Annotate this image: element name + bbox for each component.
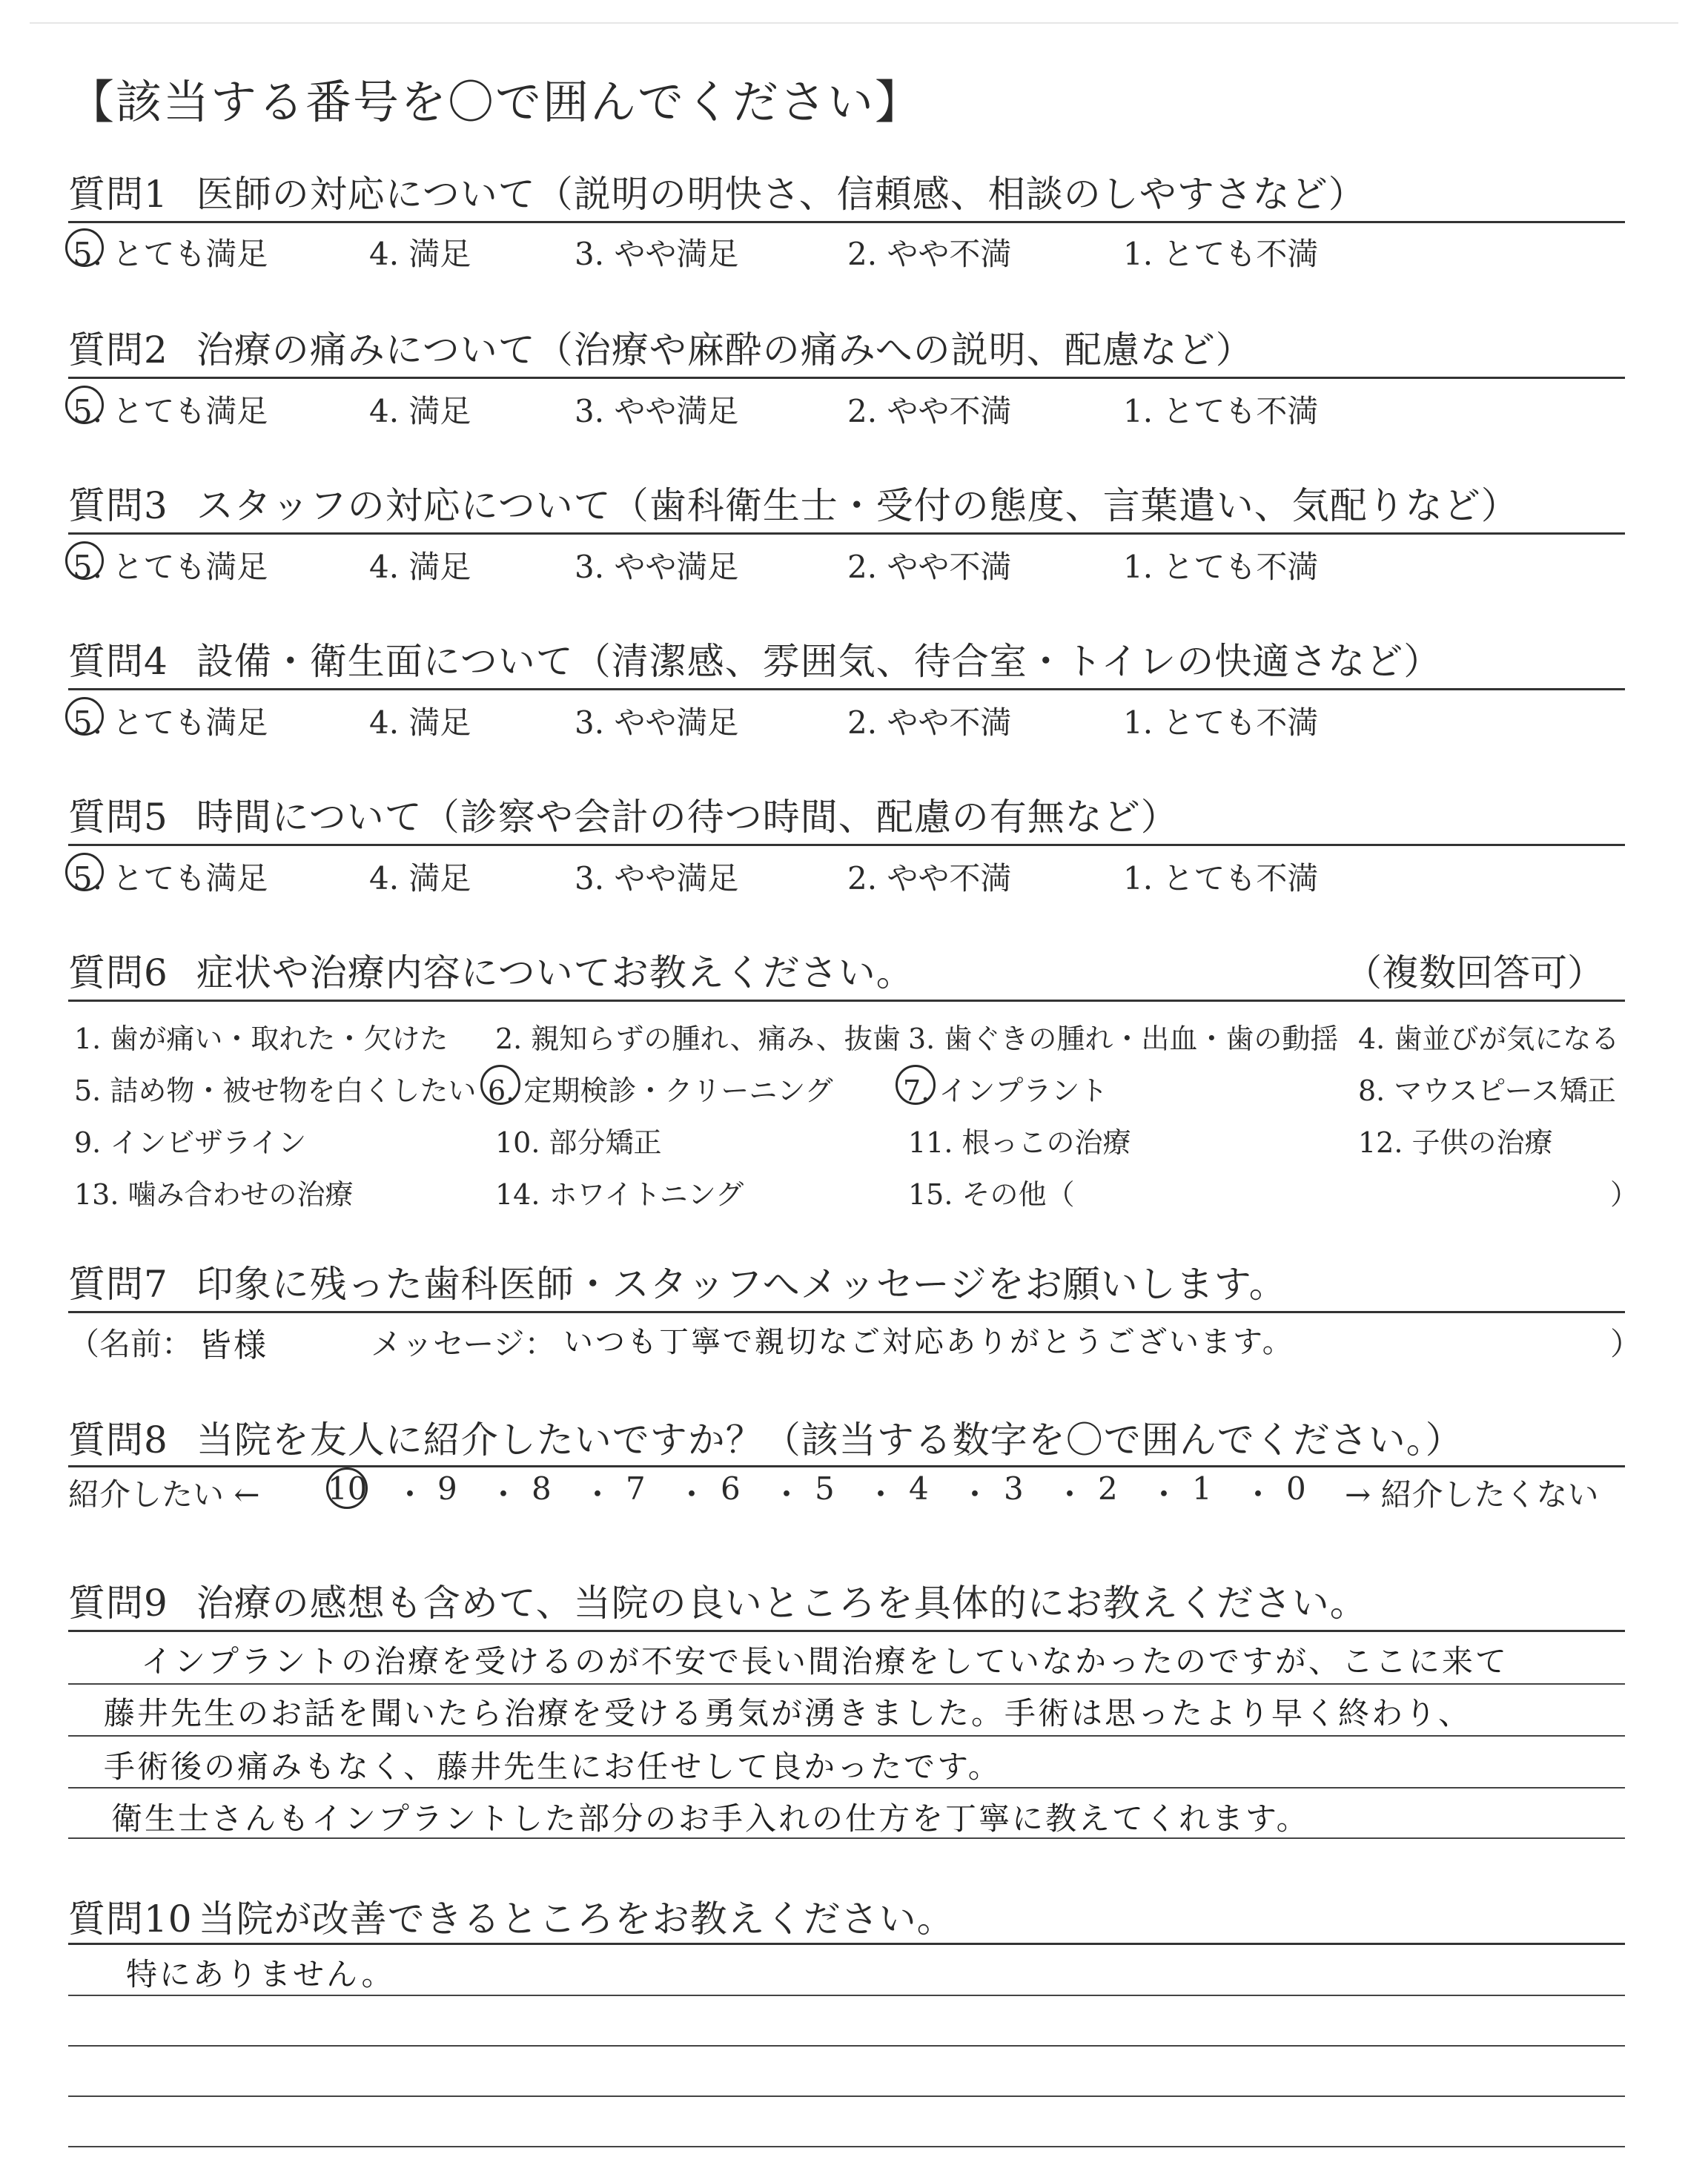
question-3-rule xyxy=(68,532,1625,535)
scale-left-label: 紹介したい ← xyxy=(68,1476,260,1513)
question-text: 治療の痛みについて（治療や麻酔の痛みへの説明、配慮など） xyxy=(196,328,1254,371)
scale-value-0[interactable]: 0 xyxy=(1286,1470,1306,1507)
q5-option-3[interactable]: 3. やや満足 xyxy=(575,860,739,896)
q6-choice-2[interactable]: 2. 親知らずの腫れ、痛み、抜歯 xyxy=(495,1023,901,1055)
question-number: 質問8 xyxy=(68,1418,168,1462)
q6-choice-11[interactable]: 11. 根っこの治療 xyxy=(908,1126,1131,1159)
q9-answer-line-2[interactable]: 藤井先生のお話を聞いたら治療を受ける勇気が湧きました。手術は思ったより早く終わり、 xyxy=(104,1695,1472,1731)
multiple-answers-note: （複数回答可） xyxy=(1345,951,1604,994)
answer-line xyxy=(68,1735,1625,1737)
scale-dot: ・ xyxy=(488,1476,520,1513)
q6-other-close-paren: ） xyxy=(1610,1178,1639,1211)
question-8-title xyxy=(68,1410,1463,1464)
scale-value-4[interactable]: 4 xyxy=(909,1470,929,1507)
question-6-title xyxy=(68,943,914,997)
question-text: 当院を友人に紹介したいですか？（該当する数字を〇で囲んでください。） xyxy=(196,1418,1463,1462)
scale-dot: ・ xyxy=(1148,1476,1180,1513)
q1-option-1[interactable]: 1. とても不満 xyxy=(1123,236,1319,272)
scale-dot: ・ xyxy=(1054,1476,1086,1513)
question-number: 質問10 xyxy=(68,1898,193,1941)
scale-value-7[interactable]: 7 xyxy=(626,1470,646,1507)
q6-choice-4[interactable]: 4. 歯並びが気になる xyxy=(1358,1023,1620,1055)
q4-option-1[interactable]: 1. とても不満 xyxy=(1123,704,1319,741)
scale-dot: ・ xyxy=(959,1476,991,1513)
q2-option-3[interactable]: 3. やや満足 xyxy=(575,393,739,429)
question-text: 印象に残った歯科医師・スタッフへメッセージをお願いします。 xyxy=(196,1263,1287,1306)
scale-value-2[interactable]: 2 xyxy=(1098,1470,1118,1507)
scale-value-1[interactable]: 1 xyxy=(1192,1470,1212,1507)
page-heading: 【該当する番号を〇で囲んでください】 xyxy=(68,75,923,129)
question-10-rule xyxy=(68,1943,1625,1945)
answer-line xyxy=(68,2095,1625,2097)
q9-answer-line-1[interactable]: インプラントの治療を受けるのが不安で長い間治療をしていなかったのですが、ここに来て xyxy=(141,1643,1509,1680)
question-5-title xyxy=(68,787,1179,841)
answer-line xyxy=(68,2045,1625,2047)
scale-dot: ・ xyxy=(676,1476,708,1513)
question-text: スタッフの対応について（歯科衛生士・受付の態度、言葉遣い、気配りなど） xyxy=(196,484,1519,527)
q7-close-paren: ） xyxy=(1610,1326,1642,1362)
scale-value-5[interactable]: 5 xyxy=(815,1470,835,1507)
q1-option-3[interactable]: 3. やや満足 xyxy=(575,236,739,272)
question-number: 質問5 xyxy=(68,796,168,839)
question-text: 当院が改善できるところをお教えください。 xyxy=(198,1898,955,1941)
question-6-rule xyxy=(68,1000,1625,1002)
scale-value-9[interactable]: 9 xyxy=(437,1470,457,1507)
q7-message-label: メッセージ： xyxy=(371,1326,556,1362)
question-10-title xyxy=(68,1889,955,1943)
question-1-rule xyxy=(68,221,1625,223)
answer-line xyxy=(68,1683,1625,1685)
q1-option-4[interactable]: 4. 満足 xyxy=(369,236,471,272)
question-number: 質問7 xyxy=(68,1263,168,1306)
scale-right-label: → 紹介したくない xyxy=(1345,1476,1599,1513)
q4-option-2[interactable]: 2. やや不満 xyxy=(847,704,1012,741)
scale-value-6[interactable]: 6 xyxy=(721,1470,741,1507)
q6-choice-15[interactable]: 15. その他（ xyxy=(908,1178,1075,1211)
question-7-rule xyxy=(68,1311,1625,1313)
scan-edge-line xyxy=(30,22,1678,24)
q2-option-4[interactable]: 4. 満足 xyxy=(369,393,471,429)
question-number: 質問3 xyxy=(68,484,168,527)
scale-dot: ・ xyxy=(394,1476,426,1513)
q4-option-3[interactable]: 3. やや満足 xyxy=(575,704,739,741)
question-text: 医師の対応について（説明の明快さ、信頼感、相談のしやすさなど） xyxy=(196,173,1366,216)
question-text: 症状や治療内容についてお教えください。 xyxy=(196,951,914,994)
q7-message-value[interactable]: いつも丁寧で親切なご対応ありがとうございます。 xyxy=(563,1325,1294,1359)
q1-option-5[interactable]: 5. とても満足 xyxy=(73,236,268,272)
scale-dot: ・ xyxy=(1242,1476,1274,1513)
q6-choice-9[interactable]: 9. インビザライン xyxy=(74,1126,307,1159)
answer-line xyxy=(68,1787,1625,1789)
question-9-rule xyxy=(68,1630,1625,1632)
scale-dot: ・ xyxy=(771,1476,803,1513)
scale-dot: ・ xyxy=(865,1476,897,1513)
question-2-title xyxy=(68,320,1254,374)
question-number: 質問6 xyxy=(68,951,168,994)
question-4-title xyxy=(68,632,1441,685)
q5-option-1[interactable]: 1. とても不満 xyxy=(1123,860,1319,896)
q9-answer-line-3[interactable]: 手術後の痛みもなく、藤井先生にお任せして良かったです。 xyxy=(104,1748,1002,1785)
q3-option-3[interactable]: 3. やや満足 xyxy=(575,549,739,585)
question-2-rule xyxy=(68,377,1625,379)
scale-value-3[interactable]: 3 xyxy=(1004,1470,1024,1507)
q6-choice-14[interactable]: 14. ホワイトニング xyxy=(495,1178,744,1211)
q6-choice-5[interactable]: 5. 詰め物・被せ物を白くしたい xyxy=(74,1074,477,1107)
q9-answer-line-4[interactable]: 衛生士さんもインプラントした部分のお手入れの仕方を丁寧に教えてくれます。 xyxy=(111,1800,1310,1837)
q7-name-label: （名前： xyxy=(68,1326,193,1362)
question-9-title xyxy=(68,1573,1368,1627)
q6-choice-6[interactable]: 6. 定期検診・クリーニング xyxy=(488,1074,833,1107)
q5-option-4[interactable]: 4. 満足 xyxy=(369,860,471,896)
q3-option-1[interactable]: 1. とても不満 xyxy=(1123,549,1319,585)
question-7-title xyxy=(68,1255,1287,1308)
answer-line xyxy=(68,1995,1625,1996)
q6-choice-1[interactable]: 1. 歯が痛い・取れた・欠けた xyxy=(74,1023,448,1055)
question-text: 設備・衛生面について（清潔感、雰囲気、待合室・トイレの快適さなど） xyxy=(196,640,1442,683)
q2-option-5[interactable]: 5. とても満足 xyxy=(73,393,268,429)
scale-value-8[interactable]: 8 xyxy=(532,1470,552,1507)
q5-option-5[interactable]: 5. とても満足 xyxy=(73,860,268,896)
q6-choice-12[interactable]: 12. 子供の治療 xyxy=(1358,1126,1553,1159)
q2-option-1[interactable]: 1. とても不満 xyxy=(1123,393,1319,429)
answer-line xyxy=(68,2146,1625,2147)
question-text: 治療の感想も含めて、当院の良いところを具体的にお教えください。 xyxy=(196,1582,1368,1625)
q4-option-5[interactable]: 5. とても満足 xyxy=(73,704,268,741)
q1-option-2[interactable]: 2. やや不満 xyxy=(847,236,1012,272)
q6-choice-13[interactable]: 13. 噛み合わせの治療 xyxy=(74,1178,354,1211)
q5-option-2[interactable]: 2. やや不満 xyxy=(847,860,1012,896)
q6-choice-3[interactable]: 3. 歯ぐきの腫れ・出血・歯の動揺 xyxy=(908,1023,1339,1055)
question-3-title xyxy=(68,476,1519,529)
question-1-title xyxy=(68,165,1366,218)
answer-line xyxy=(68,1837,1625,1839)
q3-option-2[interactable]: 2. やや不満 xyxy=(847,549,1012,585)
question-5-rule xyxy=(68,844,1625,846)
scale-value-10[interactable]: 10 xyxy=(328,1470,368,1507)
q4-option-4[interactable]: 4. 満足 xyxy=(369,704,471,741)
question-number: 質問9 xyxy=(68,1582,168,1625)
question-number: 質問4 xyxy=(68,640,168,683)
q10-answer-line-1[interactable]: 特にありません。 xyxy=(126,1956,395,1992)
q3-option-5[interactable]: 5. とても満足 xyxy=(73,549,268,585)
q2-option-2[interactable]: 2. やや不満 xyxy=(847,393,1012,429)
q7-name-value[interactable]: 皆様 xyxy=(199,1327,268,1364)
question-number: 質問2 xyxy=(68,328,168,371)
q6-choice-8[interactable]: 8. マウスピース矯正 xyxy=(1358,1074,1616,1107)
question-text: 時間について（診察や会計の待つ時間、配慮の有無など） xyxy=(196,796,1179,839)
question-4-rule xyxy=(68,688,1625,690)
q6-choice-7[interactable]: 7. インプラント xyxy=(903,1074,1108,1107)
scale-dot: ・ xyxy=(582,1476,614,1513)
q6-choice-10[interactable]: 10. 部分矯正 xyxy=(495,1126,662,1159)
question-8-rule xyxy=(68,1465,1625,1467)
question-number: 質問1 xyxy=(68,173,168,216)
q3-option-4[interactable]: 4. 満足 xyxy=(369,549,471,585)
